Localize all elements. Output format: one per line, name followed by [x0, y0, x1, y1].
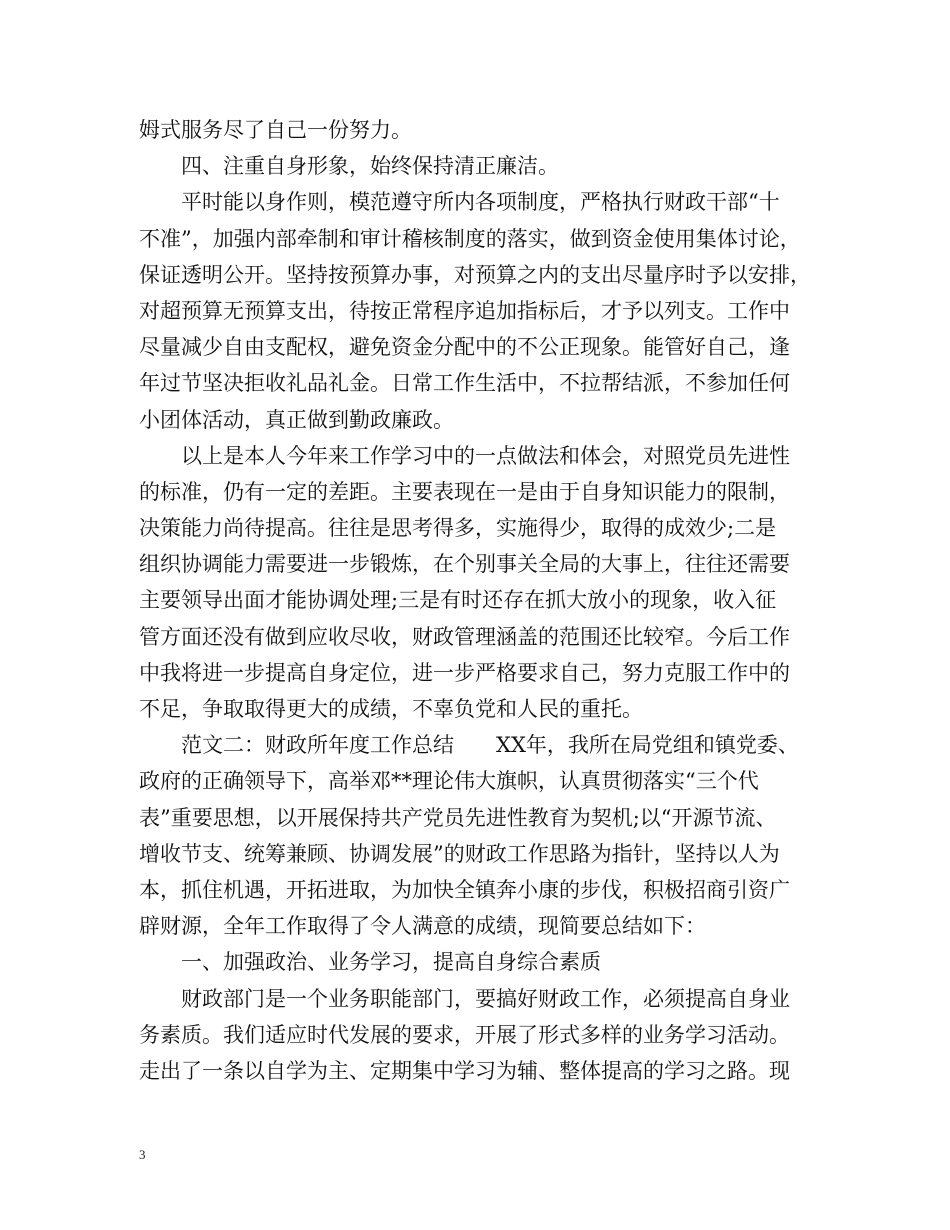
document-body [139, 112, 829, 1089]
text-line: 务素质。我们适应时代发展的要求，开展了形式多样的业务学习活动。 [139, 1022, 790, 1047]
text-line: 主要领导出面才能协调处理;三是有时还存在抓大放小的现象，收入征 [139, 588, 777, 613]
text-line: 年过节坚决拒收礼品礼金。日常工作生活中，不拉帮结派，不参加任何 [139, 371, 790, 396]
text-line: 范文二：财政所年度工作总结 XX年，我所在局党组和镇党委、 [181, 733, 799, 758]
text-line: 组织协调能力需要进一步锻炼，在个别事关全局的大事上，往往还需要 [139, 552, 790, 577]
text-line: 不准”，加强内部牵制和审计稽核制度的落实，做到资金使用集体讨论， [139, 226, 801, 251]
section-heading: 一、加强政治、业务学习，提高自身综合素质 [181, 950, 601, 975]
text-line: 辟财源，全年工作取得了令人满意的成绩，现简要总结如下： [139, 914, 706, 939]
text-line: 走出了一条以自学为主、定期集中学习为辅、整体提高的学习之路。现 [139, 1058, 790, 1083]
page-number: 3 [139, 1147, 146, 1162]
section-heading: 四、注重自身形象，始终保持清正廉洁。 [181, 154, 559, 179]
text-line: 管方面还没有做到应收尽收，财政管理涵盖的范围还比较窄。今后工作 [139, 624, 790, 649]
text-line: 保证透明公开。坚持按预算办事，对预算之内的支出尽量序时予以安排， [139, 262, 811, 287]
text-line: 财政部门是一个业务职能部门，要搞好财政工作，必须提高自身业 [181, 986, 790, 1011]
text-line: 表”重要思想，以开展保持共产党员先进性教育为契机;以“开源节流、 [139, 805, 777, 830]
text-line: 对超预算无预算支出，待按正常程序追加指标后，才予以列支。工作中 [139, 298, 790, 323]
text-line: 不足，争取取得更大的成绩，不辜负党和人民的重托。 [139, 697, 643, 721]
text-line: 中我将进一步提高自身定位，进一步严格要求自己，努力克服工作中的 [139, 660, 790, 685]
text-line: 决策能力尚待提高。往往是思考得多，实施得少，取得的成效少;二是 [139, 516, 777, 541]
text-line: 本，抓住机遇，开拓进取，为加快全镇奔小康的步伐，积极招商引资广 [139, 877, 790, 902]
text-line: 小团体活动，真正做到勤政廉政。 [139, 407, 454, 432]
text-line: 的标准，仍有一定的差距。主要表现在一是由于自身知识能力的限制， [139, 479, 790, 504]
text-line: 政府的正确领导下，高举邓**理论伟大旗帜，认真贯彻落实“三个代 [139, 769, 759, 794]
text-line: 以上是本人今年来工作学习中的一点做法和体会，对照党员先进性 [181, 443, 790, 468]
text-line: 尽量减少自由支配权，避免资金分配中的不公正现象。能管好自己，逢 [139, 335, 790, 360]
text-line: 姆式服务尽了自己一份努力。 [139, 118, 412, 142]
text-line: 增收节支、统筹兼顾、协调发展”的财政工作思路为指针，坚持以人为 [139, 841, 780, 866]
text-line: 平时能以身作则，模范遵守所内各项制度，严格执行财政干部“十 [181, 190, 780, 215]
